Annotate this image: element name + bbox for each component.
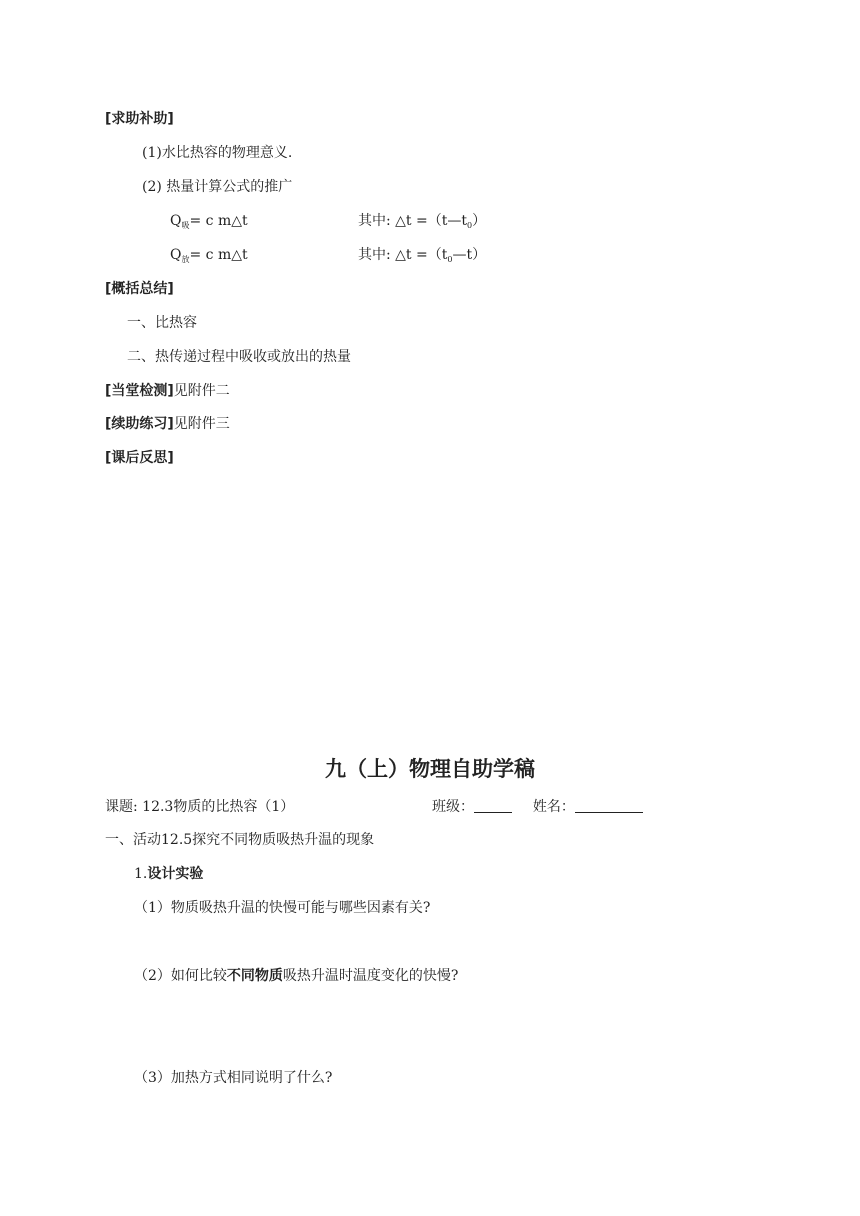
question-3: （3）加热方式相同说明了什么? (134, 1070, 333, 1086)
formula-q-release (170, 245, 248, 270)
formula-where-absorb (358, 211, 486, 236)
summary-item-2: 二、热传递过程中吸收或放出的热量 (127, 349, 351, 365)
question-2 (134, 966, 458, 986)
page-title: 九（上）物理自助学稿 (325, 757, 535, 781)
where-subscript: 0 (467, 221, 473, 230)
help-item-1: (1)水比热容的物理意义. (142, 145, 293, 161)
formula-where-release (358, 245, 486, 270)
where-close: —t） (452, 247, 487, 263)
check-heading: [当堂检测] (105, 383, 174, 399)
question-2-part-b: 吸热升温时温度变化的快慢? (282, 968, 459, 984)
where-subscript: 0 (447, 255, 453, 264)
question-2-emphasis: 不同物质 (226, 968, 283, 984)
practice-heading: [续助练习] (105, 416, 174, 432)
where-close: ） (472, 213, 487, 229)
formula-rhs: = c m△t (189, 247, 248, 263)
summary-item-1: 一、比热容 (127, 315, 197, 331)
step1-line (134, 864, 203, 884)
where-label: 其中: △t =（t (358, 247, 448, 263)
formula-q-absorb (170, 211, 248, 236)
summary-heading: [概括总结] (105, 281, 174, 297)
activity-heading: 一、活动12.5探究不同物质吸热升温的现象 (105, 832, 375, 848)
formula-q-subscript: 放 (181, 255, 190, 264)
reflection-heading: [课后反思] (105, 450, 174, 466)
formula-rhs: = c m△t (189, 213, 248, 229)
class-label: 班级： (432, 799, 474, 815)
class-name-line (432, 797, 643, 817)
formula-q-symbol: Q (170, 247, 182, 263)
practice-text: 见附件三 (173, 416, 230, 432)
help-item-2: (2) 热量计算公式的推广 (142, 179, 293, 195)
help-heading: [求助补助] (105, 111, 174, 127)
practice-line (105, 414, 230, 434)
topic-line: 课题: 12.3物质的比热容（1） (105, 799, 295, 815)
step1-number: 1. (134, 866, 148, 882)
formula-q-subscript: 吸 (181, 221, 190, 230)
formula-q-symbol: Q (170, 213, 182, 229)
name-label: 姓名： (532, 799, 575, 815)
step1-title: 设计实验 (147, 866, 204, 882)
question-1: （1）物质吸热升温的快慢可能与哪些因素有关? (134, 900, 431, 916)
check-text: 见附件二 (173, 383, 230, 399)
where-label: 其中: △t =（t—t (358, 213, 467, 229)
class-blank[interactable] (474, 798, 512, 813)
check-line (105, 381, 230, 401)
name-blank[interactable] (575, 798, 643, 813)
question-2-part-a: （2）如何比较 (134, 968, 227, 984)
